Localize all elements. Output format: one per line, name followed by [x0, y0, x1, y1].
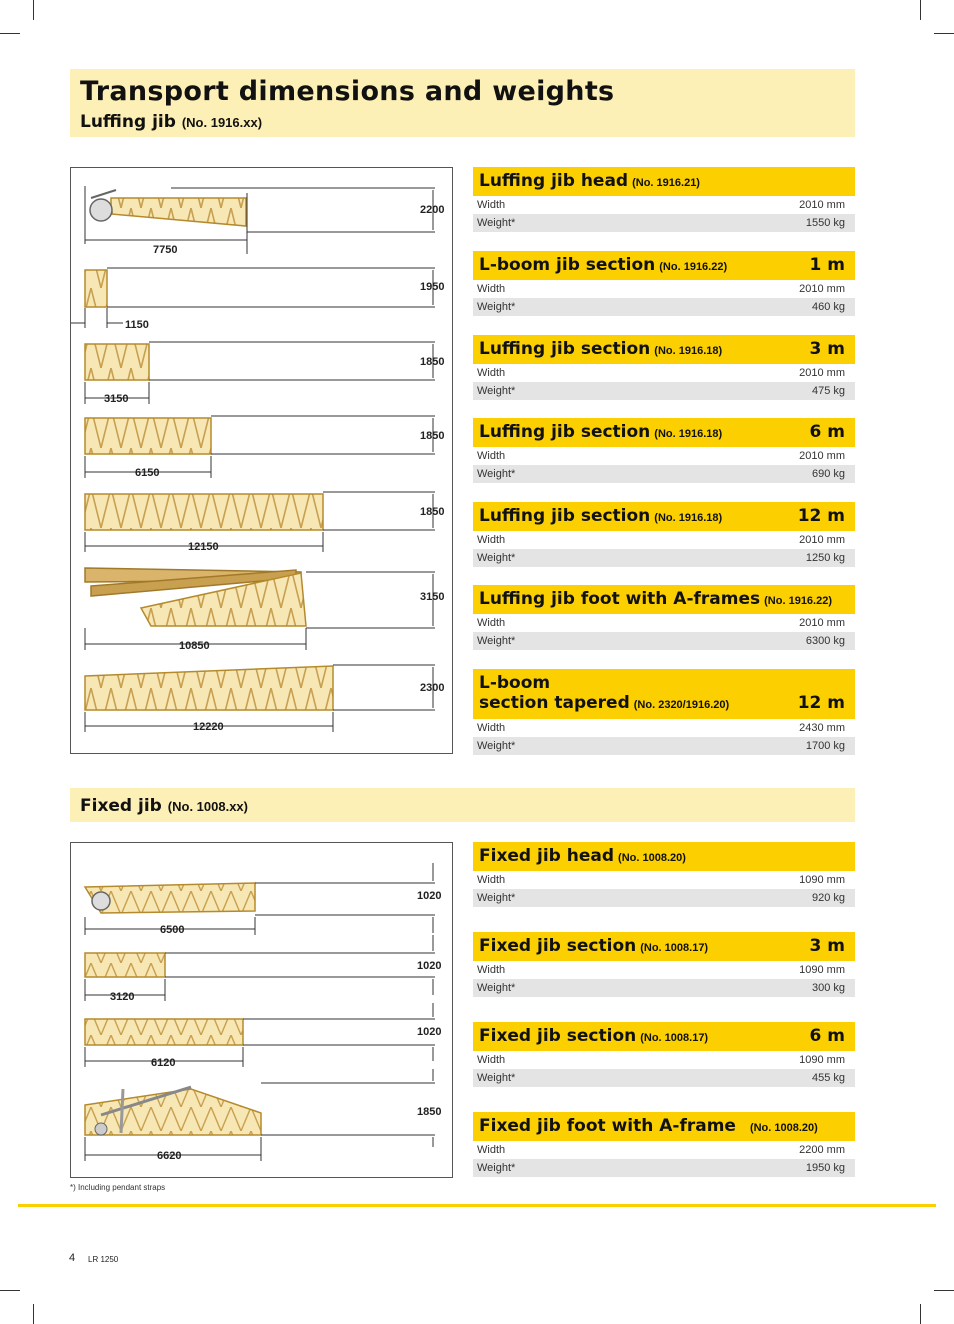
card-title [479, 255, 727, 275]
card-part-number: (No. 1008.20) [749, 1122, 818, 1134]
card-fixed-jib-section-6m [473, 1022, 855, 1087]
card-title [479, 589, 832, 609]
width-label: Width [477, 199, 506, 211]
weight-value: 455 kg [811, 1072, 845, 1084]
fixed-heading-number: (No. 1008.xx) [167, 799, 248, 814]
weight-value: 1700 kg [805, 740, 845, 752]
dim-length-label: 1150 [125, 319, 149, 331]
width-row [473, 1141, 855, 1159]
card-header [473, 1112, 855, 1141]
card-title [479, 846, 686, 866]
dim-height-label: 1020 [417, 890, 442, 902]
dim-height-label: 1020 [417, 960, 442, 972]
width-row [473, 447, 855, 465]
width-label: Width [477, 283, 506, 295]
luffing-jib-drawing [71, 168, 452, 753]
width-row [473, 280, 855, 298]
width-label: Width [477, 1144, 506, 1156]
dim-length-label: 6620 [157, 1150, 182, 1162]
weight-row [473, 1159, 855, 1177]
dim-height-label: 3150 [420, 591, 445, 603]
card-header [473, 669, 855, 719]
width-label: Width [477, 534, 506, 546]
weight-value: 1250 kg [805, 552, 845, 564]
fixed-jib-heading [80, 796, 248, 816]
card-part-number: (No. 1008.20) [618, 852, 686, 864]
width-value: 2010 mm [799, 199, 845, 211]
weight-label: Weight* [477, 468, 516, 480]
weight-row [473, 737, 855, 755]
card-name-text: Fixed jib foot with A-frame [479, 1116, 736, 1136]
width-label: Width [477, 874, 506, 886]
luffing-heading-number: (No. 1916.xx) [181, 115, 263, 130]
width-value: 2010 mm [799, 283, 845, 295]
card-l-boom-jib-section-1m [473, 251, 855, 316]
weight-value: 920 kg [811, 892, 845, 904]
fixed-heading-text: Fixed jib [80, 796, 162, 816]
weight-row [473, 1069, 855, 1087]
card-title [479, 422, 722, 442]
weight-row [473, 549, 855, 567]
weight-row [473, 382, 855, 400]
card-name-text: L-boom jib section [479, 255, 656, 275]
dim-height-label: 1850 [420, 506, 445, 518]
card-name-text: Fixed jib section [479, 936, 637, 956]
card-part-number: (No. 1916.18) [654, 512, 723, 524]
width-row [473, 614, 855, 632]
card-luffing-jib-foot [473, 585, 855, 650]
card-title [479, 1116, 818, 1136]
fixed-jib-head-figure [85, 863, 441, 936]
page-number: 4 [69, 1252, 76, 1264]
card-luffing-jib-section-3m [473, 335, 855, 400]
width-label: Width [477, 367, 506, 379]
weight-row [473, 298, 855, 316]
width-label: Width [477, 617, 506, 629]
card-title [479, 693, 729, 713]
width-value: 1090 mm [799, 874, 845, 886]
dim-height-label: 1850 [420, 430, 445, 442]
weight-row [473, 889, 855, 907]
luffing-jib-heading [80, 112, 262, 132]
width-value: 2010 mm [799, 450, 845, 462]
crop-mark [0, 1290, 20, 1291]
width-value: 2200 mm [799, 1144, 845, 1156]
dim-height-label: 2300 [420, 682, 445, 694]
card-name-text: section tapered [479, 693, 630, 713]
weight-label: Weight* [477, 217, 516, 229]
weight-value: 460 kg [811, 301, 845, 313]
footer-rule [18, 1204, 936, 1207]
crop-mark [920, 1304, 921, 1324]
dim-length-label: 7750 [153, 244, 178, 256]
card-length: 1 m [809, 255, 845, 275]
width-row [473, 531, 855, 549]
card-part-number: (No. 1916.22) [659, 261, 728, 273]
card-fixed-jib-foot [473, 1112, 855, 1177]
dim-length-label: 6150 [135, 467, 160, 479]
model-name: LR 1250 [88, 1255, 119, 1264]
width-value: 1090 mm [799, 964, 845, 976]
card-luffing-jib-head [473, 167, 855, 232]
luffing-heading-text: Luffing jib [80, 112, 176, 132]
card-length: 12 m [797, 506, 845, 526]
weight-label: Weight* [477, 892, 516, 904]
luffing-jib-section-12m-figure [85, 492, 444, 553]
card-title [479, 171, 700, 191]
dim-length-label: 10850 [179, 640, 210, 652]
dim-height-label: 1850 [417, 1106, 442, 1118]
dim-height-label: 1950 [420, 281, 445, 293]
card-name-text: Luffing jib head [479, 171, 629, 191]
card-length: 6 m [809, 422, 845, 442]
card-name-text: Luffing jib section [479, 422, 651, 442]
weight-label: Weight* [477, 740, 516, 752]
card-title-line1: L-boom [479, 673, 551, 693]
fixed-jib-drawing [71, 843, 452, 1177]
width-row [473, 196, 855, 214]
card-part-number: (No. 1916.18) [654, 428, 723, 440]
weight-value: 1550 kg [805, 217, 845, 229]
crop-mark [920, 0, 921, 20]
card-part-number: (No. 1008.17) [640, 1032, 709, 1044]
card-part-number: (No. 1916.22) [764, 595, 833, 607]
width-value: 2010 mm [799, 534, 845, 546]
weight-value: 475 kg [811, 385, 845, 397]
weight-label: Weight* [477, 301, 516, 313]
card-title [479, 506, 722, 526]
weight-value: 300 kg [811, 982, 845, 994]
crop-mark [0, 33, 20, 34]
crop-mark [934, 33, 954, 34]
card-title [479, 1026, 708, 1046]
dim-length-label: 3150 [104, 393, 129, 405]
card-title [479, 339, 722, 359]
width-row [473, 719, 855, 737]
card-length: 3 m [809, 339, 845, 359]
weight-label: Weight* [477, 635, 516, 647]
card-l-boom-section-tapered [473, 669, 855, 755]
fixed-jib-foot-figure [85, 1069, 441, 1162]
footnote: *) Including pendant straps [70, 1183, 166, 1192]
weight-label: Weight* [477, 385, 516, 397]
crop-mark [33, 1304, 34, 1324]
dim-length-label: 12220 [193, 721, 224, 733]
card-header [473, 335, 855, 364]
card-header [473, 167, 855, 196]
card-name-text: Fixed jib section [479, 1026, 637, 1046]
width-label: Width [477, 722, 506, 734]
weight-row [473, 979, 855, 997]
card-length: 12 m [797, 693, 845, 713]
weight-value: 6300 kg [805, 635, 845, 647]
width-value: 2010 mm [799, 367, 845, 379]
weight-label: Weight* [477, 982, 516, 994]
card-header [473, 502, 855, 531]
weight-label: Weight* [477, 552, 516, 564]
weight-row [473, 214, 855, 232]
card-title [479, 936, 708, 956]
width-label: Width [477, 964, 506, 976]
card-header [473, 842, 855, 871]
fixed-jib-section-6m-figure [85, 1003, 441, 1069]
card-length: 6 m [809, 1026, 845, 1046]
luffing-jib-diagram [70, 167, 453, 754]
dim-length-label: 3120 [110, 991, 135, 1003]
fixed-jib-diagram [70, 842, 453, 1178]
card-name-text: Fixed jib head [479, 846, 615, 866]
dim-length-label: 6500 [160, 924, 185, 936]
dim-height-label: 1020 [417, 1026, 442, 1038]
width-value: 2430 mm [799, 722, 845, 734]
dim-length-label: 12150 [188, 541, 219, 553]
card-name-text: Luffing jib section [479, 506, 651, 526]
luffing-jib-foot-figure [85, 568, 444, 652]
card-length: 3 m [809, 936, 845, 956]
weight-label: Weight* [477, 1072, 516, 1084]
weight-row [473, 632, 855, 650]
card-header [473, 585, 855, 614]
card-header [473, 418, 855, 447]
card-fixed-jib-section-3m [473, 932, 855, 997]
card-header [473, 1022, 855, 1051]
crop-mark [33, 0, 34, 20]
width-value: 1090 mm [799, 1054, 845, 1066]
fixed-jib-section-3m-figure [85, 935, 441, 1003]
card-part-number: (No. 1916.21) [632, 177, 700, 189]
weight-value: 1950 kg [805, 1162, 845, 1174]
width-row [473, 961, 855, 979]
card-part-number: (No. 1008.17) [640, 942, 709, 954]
weight-row [473, 465, 855, 483]
width-row [473, 1051, 855, 1069]
dim-length-label: 6120 [151, 1057, 176, 1069]
card-header [473, 251, 855, 280]
card-fixed-jib-head [473, 842, 855, 907]
width-row [473, 871, 855, 889]
card-luffing-jib-section-6m [473, 418, 855, 483]
dim-height-label: 2200 [420, 204, 445, 216]
width-row [473, 364, 855, 382]
l-boom-section-tapered-figure [85, 665, 444, 733]
card-part-number: (No. 2320/1916.20) [633, 699, 730, 711]
card-name-text: Luffing jib section [479, 339, 651, 359]
l-boom-section-1m-figure [71, 268, 444, 331]
card-name-text: Luffing jib foot with A-frames [479, 589, 761, 609]
weight-label: Weight* [477, 1162, 516, 1174]
width-label: Width [477, 1054, 506, 1066]
luffing-jib-head-figure [85, 186, 444, 256]
dim-height-label: 1850 [420, 356, 445, 368]
page-title: Transport dimensions and weights [80, 76, 615, 107]
weight-value: 690 kg [811, 468, 845, 480]
card-header [473, 932, 855, 961]
luffing-jib-section-6m-figure [85, 416, 444, 479]
luffing-jib-section-3m-figure [85, 342, 444, 405]
crop-mark [934, 1290, 954, 1291]
card-part-number: (No. 1916.18) [654, 345, 723, 357]
width-label: Width [477, 450, 506, 462]
card-luffing-jib-section-12m [473, 502, 855, 567]
width-value: 2010 mm [799, 617, 845, 629]
